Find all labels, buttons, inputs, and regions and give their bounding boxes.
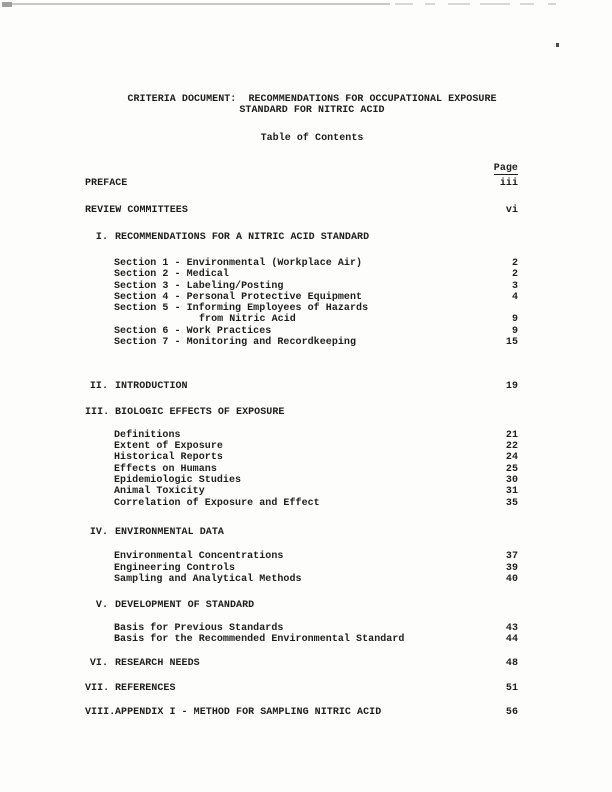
toc-label: Effects on Humans — [114, 464, 217, 475]
scan-artifact-fragment — [425, 3, 435, 5]
toc-label: Historical Reports — [114, 452, 223, 463]
toc-label: Section 4 - Personal Protective Equipment — [114, 292, 363, 303]
toc-row-chapter-5 — [85, 600, 518, 612]
toc-roman-numeral: V. — [95, 600, 108, 611]
toc-row-basis-recommended-standard — [85, 634, 518, 646]
toc-page-number: 15 — [505, 337, 518, 348]
toc-label: Section 6 - Work Practices — [114, 326, 272, 337]
toc-label: Environmental Concentrations — [114, 551, 284, 562]
toc-label: APPENDIX I - METHOD FOR SAMPLING NITRIC ACID — [115, 707, 382, 718]
toc-row-chapter-3 — [85, 407, 518, 419]
toc-label: Definitions — [114, 430, 181, 441]
scan-artifact-fragment — [448, 3, 470, 5]
scan-artifact-top-band — [12, 3, 390, 5]
page-column-header — [85, 163, 518, 176]
toc-page-number: 19 — [505, 381, 518, 392]
document-title — [95, 94, 529, 117]
toc-row-correlation — [85, 498, 518, 510]
toc-label: Section 2 - Medical — [114, 269, 229, 280]
toc-label: INTRODUCTION — [115, 381, 188, 392]
toc-row-chapter-7 — [85, 683, 518, 695]
toc-roman-numeral: III. — [85, 407, 110, 418]
toc-label: DEVELOPMENT OF STANDARD — [115, 600, 255, 611]
toc-row-chapter-4 — [85, 527, 518, 539]
toc-page-number: 30 — [505, 475, 518, 486]
toc-label: Section 5 - Informing Employees of Hazards — [114, 303, 369, 314]
toc-label: Section 3 - Labeling/Posting — [114, 281, 284, 292]
toc-label: from Nitric Acid — [199, 314, 296, 325]
toc-page-number: 4 — [511, 292, 518, 303]
document-title-line1: CRITERIA DOCUMENT: RECOMMENDATIONS FOR OCCUPATIONAL EXPOSURE — [127, 94, 497, 105]
toc-page-number: 40 — [505, 574, 518, 585]
toc-row-sampling-methods — [85, 574, 518, 586]
document-title-line2: STANDARD FOR NITRIC ACID — [239, 105, 385, 117]
toc-row-section-5-continuation — [85, 314, 518, 326]
scan-artifact-corner-smudge — [2, 2, 12, 7]
toc-page-number: 9 — [511, 314, 518, 325]
toc-page-number: 25 — [505, 464, 518, 475]
toc-page-number: iii — [499, 178, 518, 189]
toc-label: Basis for the Recommended Environmental Standard — [114, 634, 405, 645]
toc-roman-numeral: VII. — [85, 683, 110, 694]
scan-artifact-speck — [556, 43, 559, 47]
toc-label: REFERENCES — [115, 683, 176, 694]
toc-page-number: 22 — [505, 441, 518, 452]
toc-page-number: 31 — [505, 486, 518, 497]
toc-page-number: 48 — [505, 658, 518, 669]
toc-label: BIOLOGIC EFFECTS OF EXPOSURE — [115, 407, 285, 418]
toc-label: REVIEW COMMITTEES — [85, 205, 188, 216]
toc-page-number: 56 — [505, 707, 518, 718]
page-column-label: Page — [493, 163, 518, 174]
toc-page-number: 44 — [505, 634, 518, 645]
scan-artifact-fragment — [520, 3, 534, 5]
toc-row-chapter-2 — [85, 381, 518, 393]
toc-page-number: 51 — [505, 683, 518, 694]
toc-page-number: 43 — [505, 623, 518, 634]
toc-label: Epidemiologic Studies — [114, 475, 242, 486]
toc-label: Animal Toxicity — [114, 486, 205, 497]
toc-label: Extent of Exposure — [114, 441, 223, 452]
toc-label: ENVIRONMENTAL DATA — [115, 527, 224, 538]
toc-roman-numeral: II. — [89, 381, 108, 392]
toc-row-chapter-8 — [85, 707, 518, 719]
toc-page-number: 9 — [511, 326, 518, 337]
toc-row-chapter-1 — [85, 232, 518, 244]
toc-row-review-committees — [85, 205, 518, 217]
toc-label: Sampling and Analytical Methods — [114, 574, 302, 585]
toc-label: RESEARCH NEEDS — [115, 658, 200, 669]
toc-row-historical-reports — [85, 452, 518, 464]
toc-roman-numeral: I. — [95, 232, 108, 243]
toc-row-section-2 — [85, 269, 518, 281]
toc-label: Correlation of Exposure and Effect — [114, 498, 320, 509]
toc-label: PREFACE — [85, 178, 128, 189]
toc-label: Section 1 - Environmental (Workplace Air) — [114, 258, 363, 269]
toc-page-number: 3 — [511, 281, 518, 292]
toc-label: Section 7 - Monitoring and Recordkeeping — [114, 337, 357, 348]
toc-row-animal-toxicity — [85, 486, 518, 498]
toc-row-preface — [85, 178, 518, 190]
scan-artifact-fragment — [395, 3, 413, 5]
toc-page-number: 2 — [511, 258, 518, 269]
toc-page-number: 35 — [505, 498, 518, 509]
toc-label: Engineering Controls — [114, 563, 236, 574]
scan-artifact-fragment — [548, 3, 556, 5]
toc-row-section-7 — [85, 337, 518, 349]
toc-row-environmental-concentrations — [85, 551, 518, 563]
toc-row-chapter-6 — [85, 658, 518, 670]
scan-artifact-fragment — [480, 3, 510, 5]
toc-page-number: 21 — [505, 430, 518, 441]
toc-page-number: 2 — [511, 269, 518, 280]
table-of-contents-heading: Table of Contents — [260, 133, 364, 144]
toc-label: RECOMMENDATIONS FOR A NITRIC ACID STANDARD — [115, 232, 370, 243]
toc-roman-numeral: VIII. — [85, 707, 116, 718]
toc-page-number: 39 — [505, 563, 518, 574]
toc-roman-numeral: VI. — [89, 658, 108, 669]
toc-label: Basis for Previous Standards — [114, 623, 284, 634]
toc-page-number: 37 — [505, 551, 518, 562]
toc-page-number: vi — [505, 205, 518, 216]
toc-roman-numeral: IV. — [89, 527, 108, 538]
toc-page-number: 24 — [505, 452, 518, 463]
